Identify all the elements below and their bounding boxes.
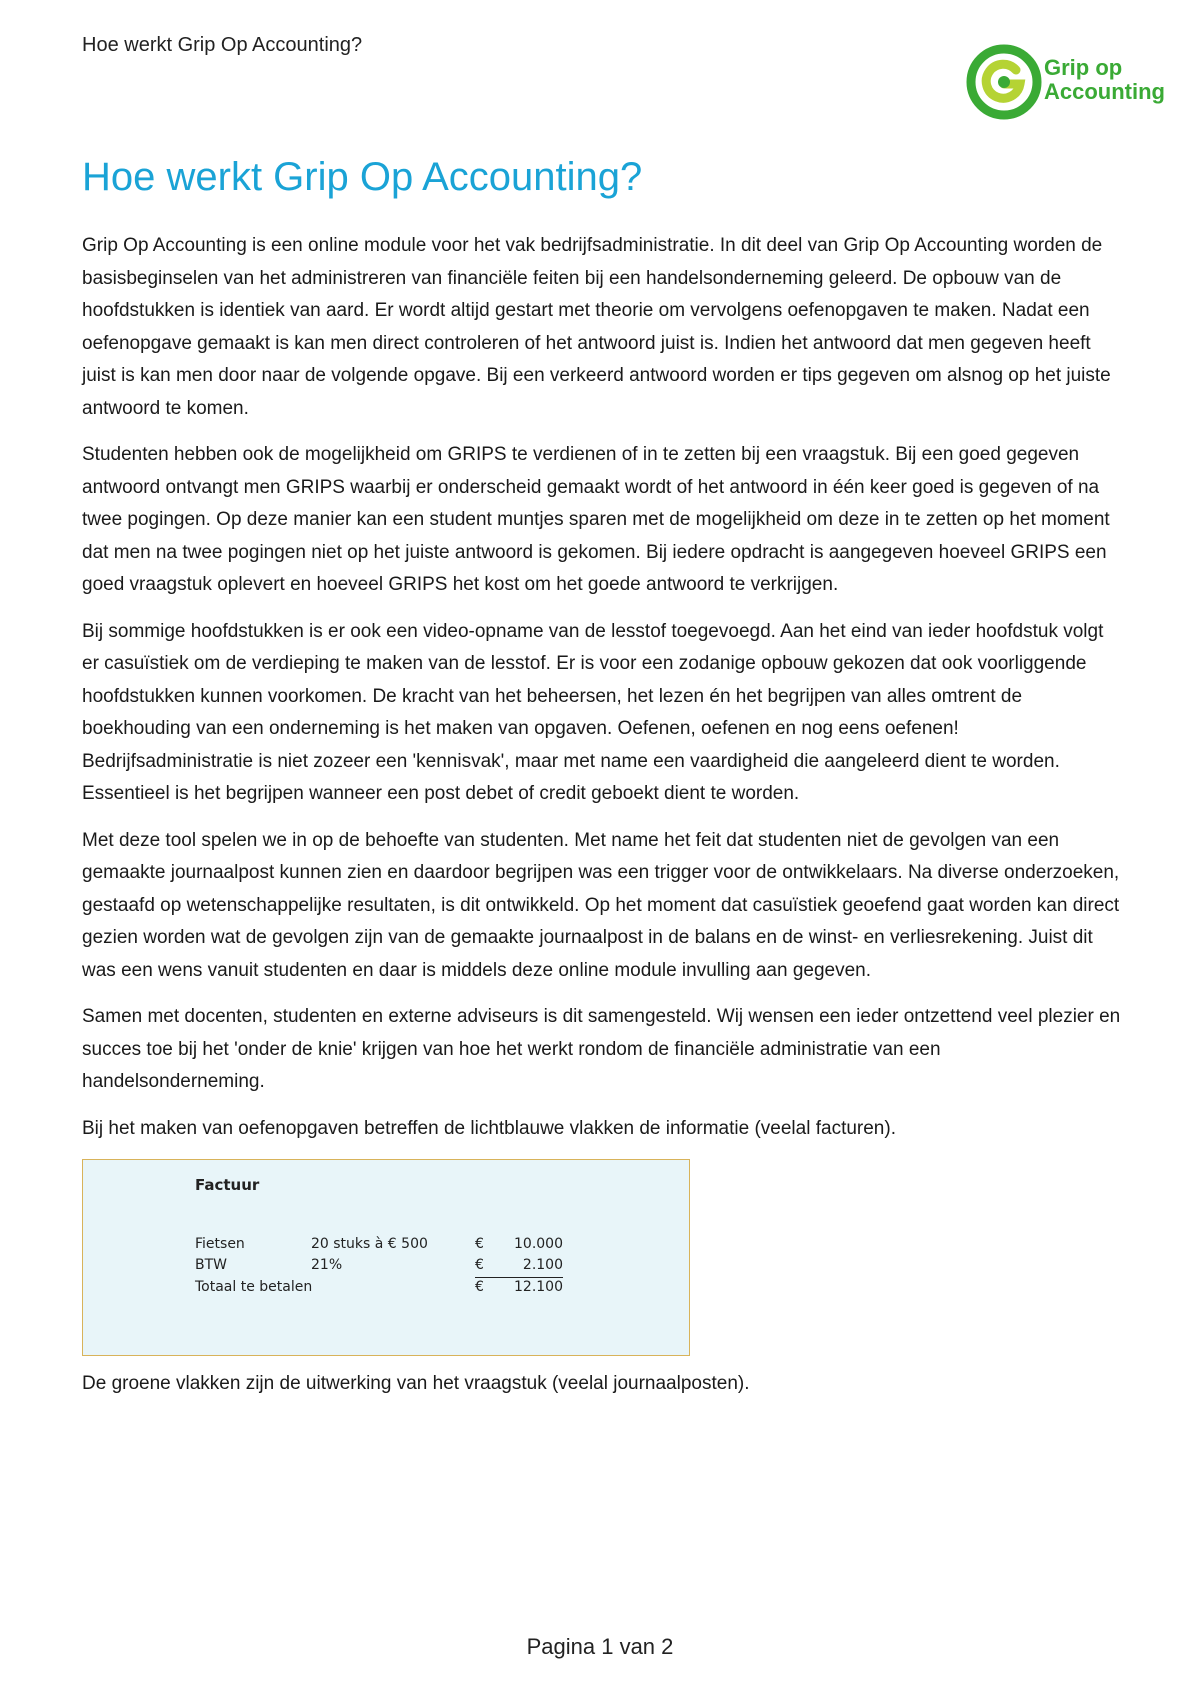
- invoice-row-qty: 20 stuks à € 500: [311, 1236, 428, 1252]
- paragraph-tool: Met deze tool spelen we in op de behoefte van studenten. Met name het feit dat studenten niet de gevolgen van een gemaakte journaalpost kunnen zien en daardoor begrijpen was een trigger voor de ontwikkelaars. Na diverse onderzoeken, gestaafd op wetenschappelijke resultaten, is dit ontwikkeld. Op het moment dat casuïstiek geoefend gaat worden kan direct gezien worden wat de gevolgen zijn van de gemaakte journaalpost in de balans en de winst- en verliesrekening. Juist dit was een wens vanuit studenten en daar is middels deze online module invulling aan gegeven.: [82, 829, 1120, 981]
- logo-g-icon: [966, 44, 1042, 120]
- paragraph-thanks: Samen met docenten, studenten en externe adviseurs is dit samengesteld. Wij wensen een ieder ontzettend veel plezier en succes toe bij het 'onder de knie' krijgen van hoe het werkt rondom de financiële administratie van een handelsonderneming.: [82, 1006, 1121, 1092]
- logo-line-1: Grip op: [1044, 55, 1123, 80]
- invoice-row-qty: 21%: [311, 1257, 343, 1273]
- invoice-row-amount: 10.000: [514, 1236, 563, 1252]
- logo-line-2: Accounting: [1044, 79, 1165, 104]
- invoice-row-label: Totaal te betalen: [195, 1279, 313, 1295]
- paragraph-green-areas: De groene vlakken zijn de uitwerking van het vraagstuk (veelal journaalposten).: [82, 1373, 750, 1394]
- invoice-row-label: BTW: [195, 1257, 227, 1273]
- invoice-row-currency: €: [475, 1257, 484, 1273]
- paragraph-blue-areas: Bij het maken van oefenopgaven betreffen de lichtblauwe vlakken de informatie (veelal facturen).: [82, 1117, 896, 1139]
- invoice-row-label: Fietsen: [195, 1236, 245, 1252]
- invoice-row-currency: €: [475, 1236, 484, 1252]
- body-content: [82, 230, 1122, 1415]
- invoice-example-box: [82, 1159, 690, 1356]
- invoice-row: [195, 1257, 665, 1277]
- paragraph-intro: Grip Op Accounting is een online module voor het vak bedrijfsadministratie. In dit deel van Grip Op Accounting worden de basisbeginselen van het administreren van financiële feiten bij een handelsonderneming geleerd. De opbouw van de hoofdstukken is identiek van aard. Er wordt altijd gestart met theorie om vervolgens oefenopgaven te maken. Nadat een oefenopgave gemaakt is kan men direct controleren of het antwoord juist is. Indien het antwoord dat men gegeven heeft juist is kan men door naar de volgende opgave. Bij een verkeerd antwoord worden er tips gegeven om alsnog op het juiste antwoord te komen.: [82, 235, 1111, 419]
- grip-op-accounting-logo: [966, 44, 1176, 120]
- paragraph-video: Bij sommige hoofdstukken is er ook een video-opname van de lesstof toegevoegd. Aan het eind van ieder hoofdstuk volgt er casuïstiek om de verdieping te maken van de lesstof. Er is voor een zodanige opbouw gekozen dat ook voorliggende hoofdstukken kunnen voorkomen. De kracht van het beheersen, het lezen én het begrijpen van alles omtrent de boekhouding van een onderneming is het maken van opgaven. Oefenen, oefenen en nog eens oefenen! Bedrijfsadministratie is niet zozeer een 'kennisvak', maar met name een vaardigheid die aangeleerd dient te worden. Essentieel is het begrijpen wanneer een post debet of credit geboekt dient te worden.: [82, 620, 1104, 804]
- page-number: Pagina 1 van 2: [526, 1634, 674, 1659]
- invoice-row: [195, 1236, 665, 1256]
- invoice-row-amount: 12.100: [514, 1279, 563, 1295]
- paragraph-grips: Studenten hebben ook de mogelijkheid om GRIPS te verdienen of in te zetten bij een vraagstuk. Bij een goed gegeven antwoord ontvangt men GRIPS waarbij er onderscheid gemaakt wordt of het antwoord in één keer goed is gegeven of na twee pogingen. Op deze manier kan een student muntjes sparen met de mogelijkheid om deze in te zetten op het moment dat men na twee pogingen niet op het juiste antwoord is gekomen. Bij iedere opdracht is aangegeven hoeveel GRIPS een goed vraagstuk oplevert en hoeveel GRIPS het kost om het goede antwoord te verkrijgen.: [82, 444, 1110, 595]
- logo-wordmark: [1044, 56, 1165, 104]
- invoice-row-currency: €: [475, 1279, 484, 1295]
- page-title: Hoe werkt Grip Op Accounting?: [82, 155, 643, 199]
- invoice-title: Factuur: [195, 1176, 260, 1194]
- invoice-row-amount: 2.100: [522, 1257, 563, 1273]
- invoice-row: [195, 1279, 665, 1299]
- running-header: Hoe werkt Grip Op Accounting?: [82, 34, 363, 56]
